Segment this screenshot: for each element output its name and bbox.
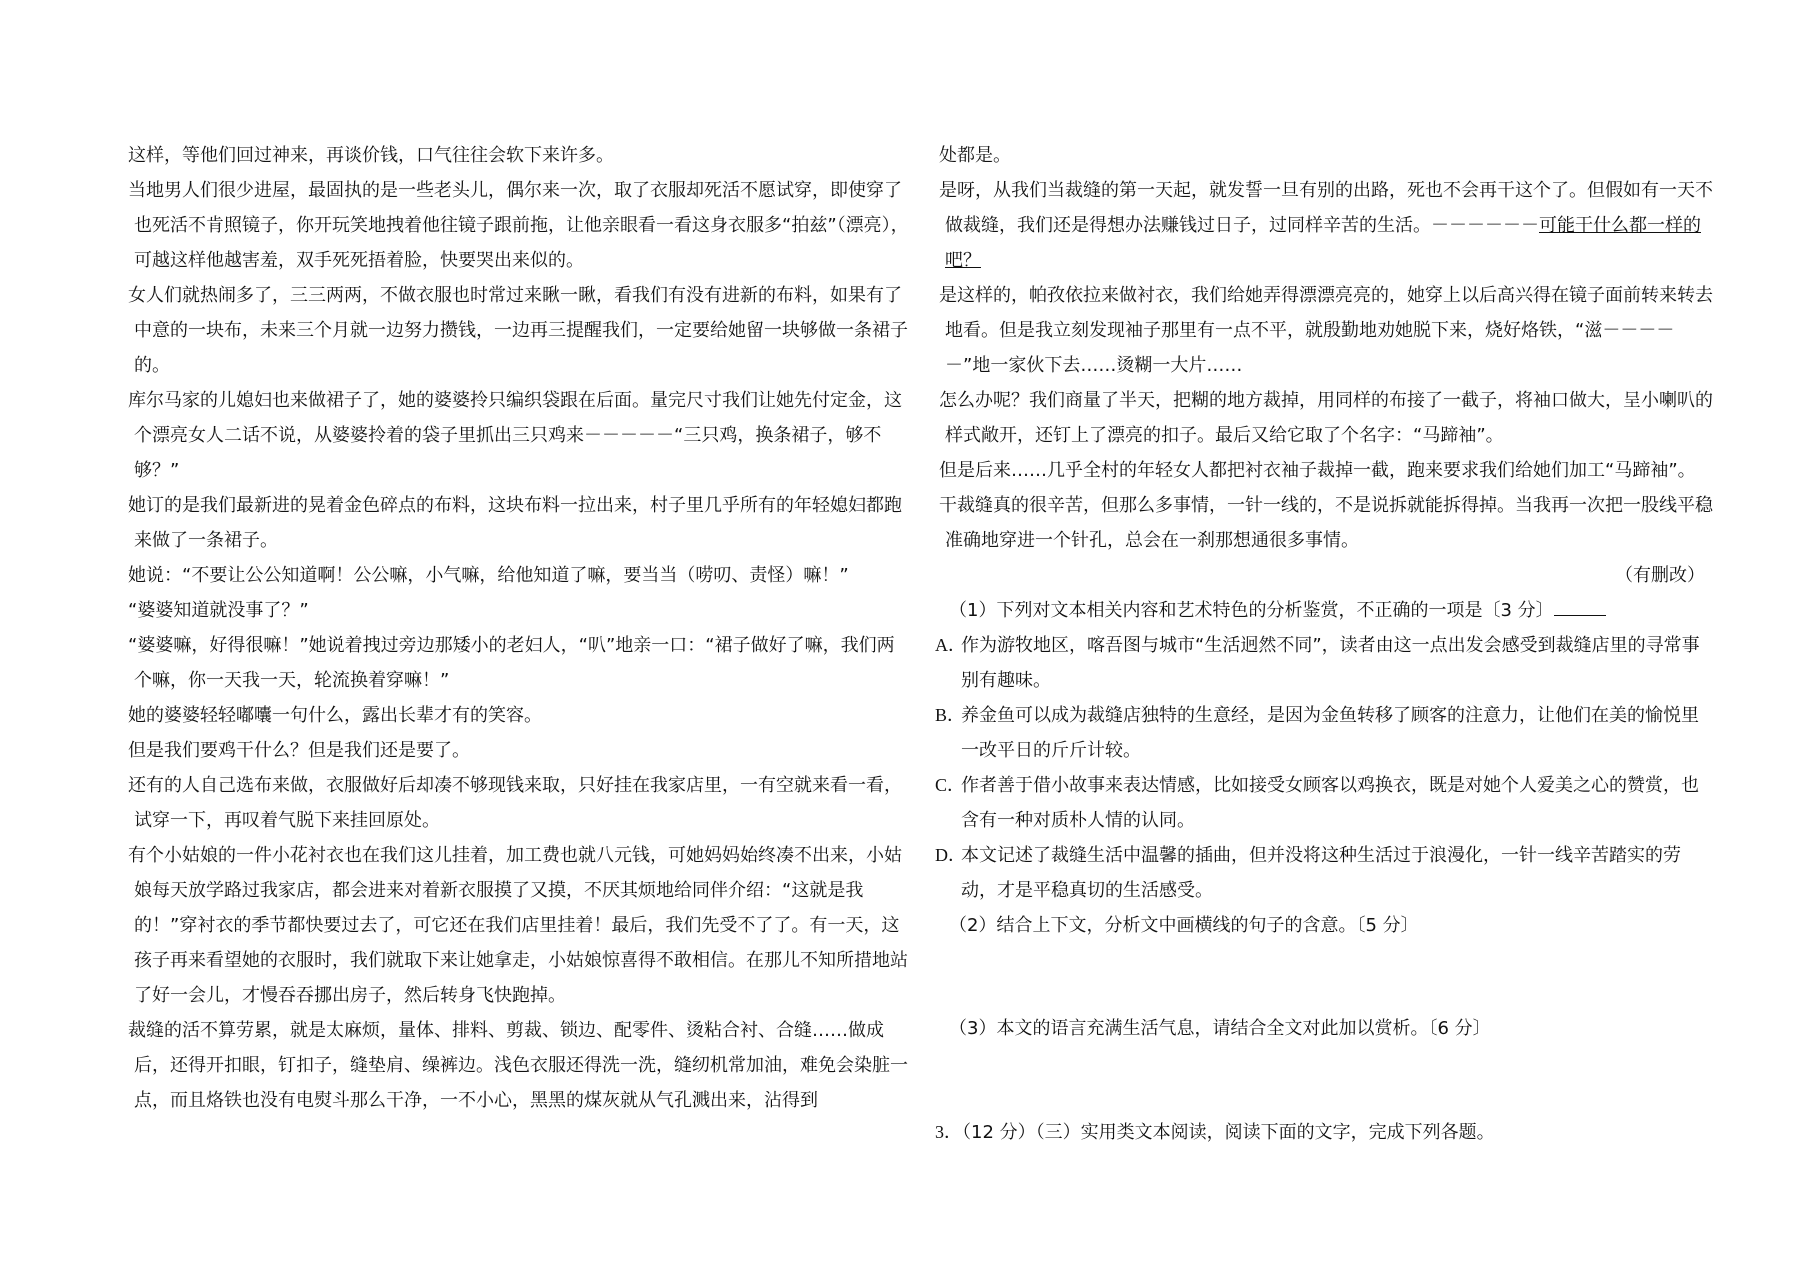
paragraph: 库尔马家的儿媳妇也来做裙子了，她的婆婆拎只编织袋跟在后面。量完尺寸我们让她先付定金，这个漂亮女人二话不说，从婆婆拎着的袋子里抓出三只鸡来－－－－－“三只鸡，换条裙子，够不够？” [128, 390, 902, 481]
paragraph: 女人们就热闹多了，三三两两，不做衣服也时常过来瞅一瞅，看我们有没有进新的布料，如果有了中意的一块布，未来三个月就一边努力攒钱，一边再三提醒我们，一定要给她留一块够做一条裙子的。 [128, 285, 908, 376]
paragraph: 当地男人们很少进屋，最固执的是一些老头儿，偶尔来一次，取了衣服却死活不愿试穿，即使穿了也死活不肯照镜子，你开玩笑地拽着他往镜子跟前拖，让他亲眼看一看这身衣服多“拍兹”（漂亮），可越这样他越害羞，双手死死捂着脸，快要哭出来似的。 [128, 180, 909, 271]
paragraph: 她的婆婆轻轻嘟囔一句什么，露出长辈才有的笑容。 [128, 705, 542, 726]
option-d[interactable] [935, 838, 1715, 908]
section-number: 3． [935, 1122, 962, 1142]
option-a[interactable] [935, 628, 1715, 698]
paragraph: 但是后来……几乎全村的年轻女人都把衬衣袖子裁掉一截，跑来要求我们给她们加工“马蹄袖”。 [939, 460, 1696, 481]
answer-space[interactable] [935, 1046, 1715, 1115]
paragraph: 怎么办呢？我们商量了半天，把糊的地方裁掉，用同样的布接了一截子，将袖口做大，呈小喇叭的样式敞开，还钉上了漂亮的扣子。最后又给它取了个名字：“马蹄袖”。 [939, 390, 1713, 446]
answer-space[interactable] [935, 943, 1715, 1011]
option-letter: B． [935, 705, 966, 725]
answer-blank[interactable] [1554, 599, 1606, 616]
section-3-heading [935, 1115, 1715, 1150]
option-text: 作者善于借小故事来表达情感，比如接受女顾客以鸡换衣，既是对她个人爱美之心的赞赏，也含有一种对质朴人情的认同。 [961, 775, 1699, 831]
paragraph: 是这样的，帕孜依拉来做衬衣，我们给她弄得漂漂亮亮的，她穿上以后高兴得在镜子面前转来转去地看。但是我立刻发现袖子那里有一点不平，就殷勤地劝她脱下来，烧好烙铁，“滋－－－－－”地一家伙下去……烫糊一大片…… [939, 285, 1713, 376]
paragraph: 她说：“不要让公公知道啊！公公嘛，小气嘛，给他知道了嘛，要当当（唠叨、责怪）嘛！” [128, 565, 849, 586]
paragraph-with-underline [935, 173, 1715, 278]
question-3: （3）本文的语言充满生活气息，请结合全文对此加以赏析。〔6 分〕 [949, 1018, 1491, 1039]
option-letter: A． [935, 635, 966, 655]
paragraph: 她订的是我们最新进的晃着金色碎点的布料，这块布料一拉出来，村子里几乎所有的年轻媳妇都跑来做了一条裙子。 [128, 495, 902, 551]
option-text: 养金鱼可以成为裁缝店独特的生意经，是因为金鱼转移了顾客的注意力，让他们在美的愉悦里一改平日的斤斤计较。 [961, 705, 1699, 761]
paragraph-text: 是呀，从我们当裁缝的第一天起，就发誓一旦有别的出路，死也不会再干这个了。但假如有一天不做裁缝，我们还是得想办法赚钱过日子，过同样辛苦的生活。－－－－－－ [939, 180, 1713, 236]
option-text: 本文记述了裁缝生活中温馨的插曲，但并没将这种生活过于浪漫化，一针一线辛苦踏实的劳动，才是平稳真切的生活感受。 [961, 845, 1681, 901]
paragraph: “婆婆嘛，好得很嘛！”她说着拽过旁边那矮小的老妇人，“叭”地亲一口：“裙子做好了嘛，我们两个嘛，你一天我一天，轮流换着穿嘛！” [128, 635, 895, 691]
paragraph: 但是我们要鸡干什么？但是我们还是要了。 [128, 740, 470, 761]
paragraph: 这样，等他们回过神来，再谈价钱，口气往往会软下来许多。 [128, 145, 614, 166]
paragraph: 还有的人自己选布来做，衣服做好后却凑不够现钱来取，只好挂在我家店里，一有空就来看一看，试穿一下，再叹着气脱下来挂回原处。 [128, 775, 902, 831]
underlined-sentence: 可能干什么都一样的吧？ [945, 215, 1701, 271]
paragraph: “婆婆知道就没事了？” [128, 600, 309, 621]
section-title: （12 分）（三）实用类文本阅读，阅读下面的文字，完成下列各题。 [962, 1122, 1495, 1143]
question-2: （2）结合上下文，分析文中画横线的句子的含意。〔5 分〕 [949, 915, 1419, 936]
option-letter: D． [935, 845, 966, 865]
question-1 [935, 593, 1715, 628]
paragraph: 干裁缝真的很辛苦，但那么多事情，一针一线的，不是说拆就能拆得掉。当我再一次把一股线平稳准确地穿进一个针孔，总会在一刹那想通很多事情。 [939, 495, 1713, 551]
option-letter: C． [935, 775, 966, 795]
left-column [128, 138, 910, 1118]
right-column [935, 138, 1715, 1150]
question-1-text: （1）下列对文本相关内容和艺术特色的分析鉴赏，不正确的一项是〔3 分〕 [949, 600, 1554, 621]
option-text: 作为游牧地区，喀吾图与城市“生活迥然不同”，读者由这一点出发会感受到裁缝店里的寻常事别有趣味。 [961, 635, 1700, 691]
paragraph: 有个小姑娘的一件小花衬衣也在我们这儿挂着，加工费也就八元钱，可她妈妈始终凑不出来，小姑娘每天放学路过我家店，都会进来对着新衣服摸了又摸，不厌其烦地给同伴介绍：“这就是我的！”穿衬衣的季节都快要过去了，可它还在我们店里挂着！最后，我们先受不了了。有一天，这孩子再来看望她的衣服时，我们就取下来让她拿走，小姑娘惊喜得不敢相信。在那儿不知所措地站了好一会儿，才慢吞吞挪出房子，然后转身飞快跑掉。 [128, 845, 908, 1006]
option-b[interactable] [935, 698, 1715, 768]
source-credit: （有删改） [1615, 565, 1705, 586]
option-c[interactable] [935, 768, 1715, 838]
paragraph: 裁缝的活不算劳累，就是太麻烦，量体、排料、剪裁、锁边、配零件、烫粘合衬、合缝……做成后，还得开扣眼，钉扣子，缝垫肩、缲裤边。浅色衣服还得洗一洗，缝纫机常加油，难免会染脏一点，而且烙铁也没有电熨斗那么干净，一不小心，黑黑的煤灰就从气孔溅出来，沾得到 [128, 1020, 908, 1111]
paragraph-continuation: 处都是。 [939, 145, 1011, 166]
